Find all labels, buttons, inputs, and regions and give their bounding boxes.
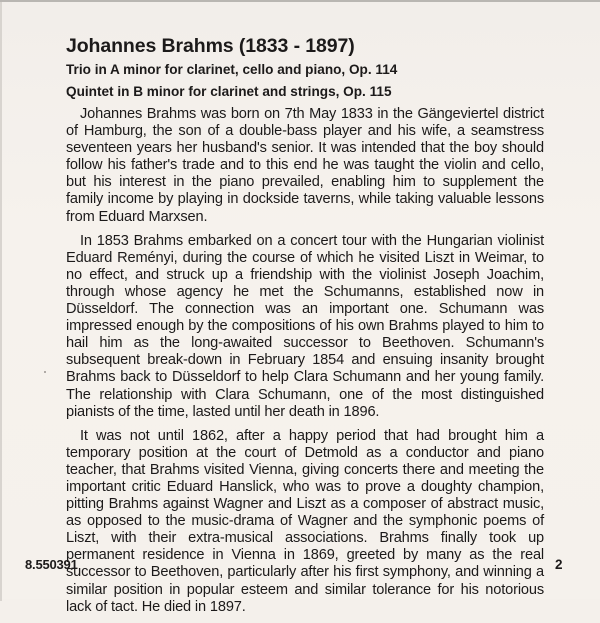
page-number: 2	[555, 557, 563, 572]
scan-speck	[44, 371, 46, 373]
work-title-quintet: Quintet in B minor for clarinet and strings, Op. 115	[66, 84, 392, 99]
paragraph-early-life: Johannes Brahms was born on 7th May 1833 in the Gängeviertel district of Hamburg, the son of a double-bass player and his wife, a seamstress seventeen years her husband's senior. It was intended that the boy should follow his father's trade and to this end he was taught the violin and cello, but his interest in the piano prevailed, enabling him to supplement the family income by playing in dockside taverns, while taking valuable lessons from Eduard Marxsen.	[66, 106, 544, 225]
work-title-trio: Trio in A minor for clarinet, cello and piano, Op. 114	[66, 62, 398, 77]
paragraph-schumann: In 1853 Brahms embarked on a concert tour with the Hungarian violinist Eduard Reményi, during the course of which he visited Liszt in Weimar, to no effect, and struck up a friendship with the violinist Joseph Joachim, through whose agency he met the Schumanns, established now in Düsseldorf. The connection was an important one. Schumann was impressed enough by the compositions of his own Brahms played to him to hail him as the long-awaited successor to Beethoven. Schumann's subsequent break-down in February 1854 and ensuing insanity brought Brahms back to Düsseldorf to help Clara Schumann and her young family. The relationship with Clara Schumann, one of the most distinguished pianists of the time, lasted until her death in 1896.	[66, 232, 544, 420]
page-content	[66, 35, 544, 623]
paragraph-vienna: It was not until 1862, after a happy period that had brought him a temporary position at the court of Detmold as a conductor and piano teacher, that Brahms visited Vienna, giving concerts there and meeting the important critic Eduard Hanslick, who was to prove a doughty champion, pitting Brahms against Wagner and Liszt as a composer of abstract music, as opposed to the music-drama of Wagner and the symphonic poems of Liszt, with their extra-musical associations. Brahms finally took up permanent residence in Vienna in 1869, greeted by many as the real successor to Beethoven, particularly after his first symphony, and winning a similar position in popular esteem and similar tolerance for his notorious lack of tact. He died in 1897.	[66, 427, 544, 615]
biography-text	[66, 106, 544, 616]
page-edge	[0, 2, 2, 601]
composer-title: Johannes Brahms (1833 - 1897)	[66, 35, 355, 57]
catalog-number: 8.550391	[25, 557, 78, 572]
